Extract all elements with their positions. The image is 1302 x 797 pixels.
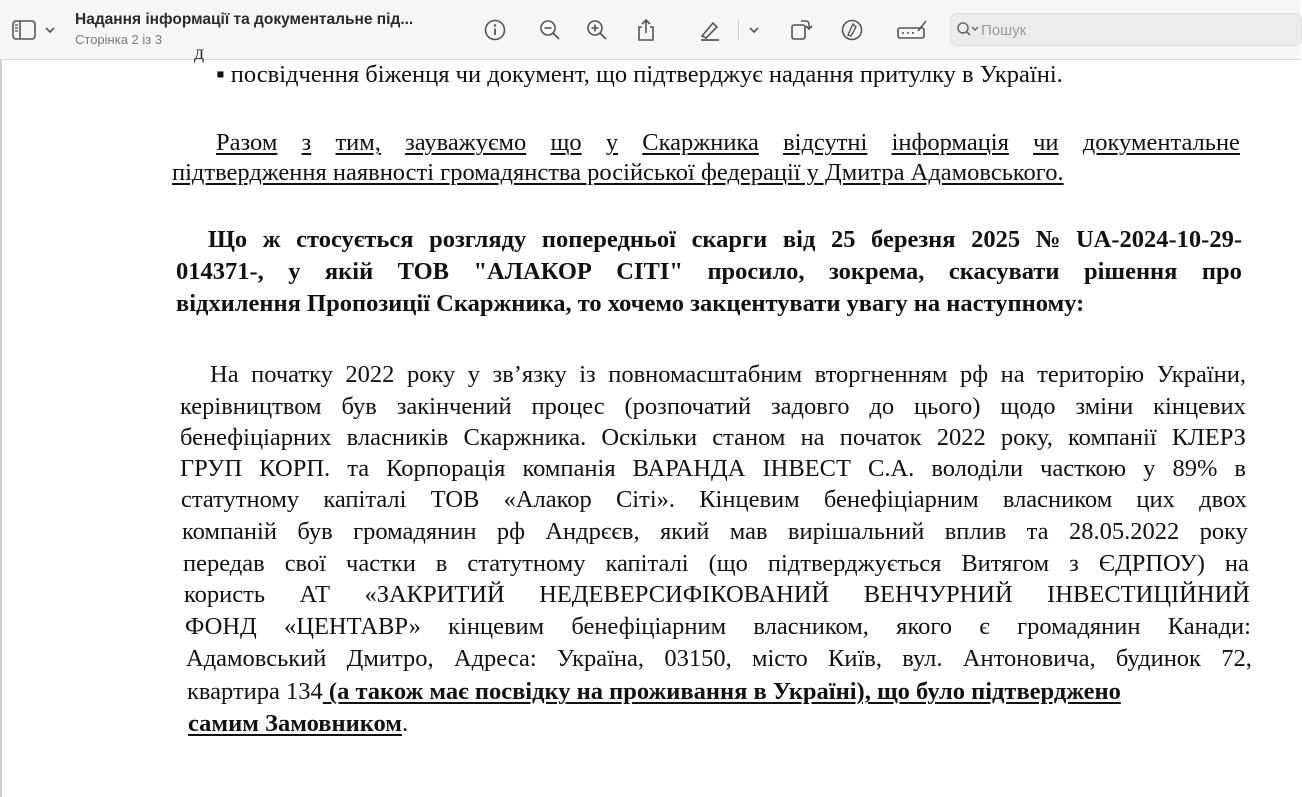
share-button[interactable] (630, 14, 662, 46)
form-fill-icon (896, 19, 928, 41)
body-line-9: ФОНД «ЦЕНТАВР» кінцевим бенефіціарним власником, якого є громадянин Канади: (185, 613, 1251, 640)
note-line-1: Разом з тим, зауважуємо що у Скаржника відсутні інформація чи документальне (216, 129, 1240, 156)
markup-icon (840, 18, 864, 42)
search-icon (956, 21, 980, 39)
search-box[interactable] (950, 13, 1302, 46)
body-line-6: компаній був громадянин рф Андрєєв, який мав вирішальний вплив та 28.05.2022 року (182, 518, 1248, 545)
heading-line-1: Що ж стосується розгляду попередньої скарги від 25 березня 2025 № UA-2024-10-29- (208, 226, 1242, 253)
zoom-in-icon (586, 19, 608, 41)
form-fill-button[interactable] (894, 14, 930, 46)
note-line-2: підтвердження наявності громадянства російської федерації у Дмитра Адамовського. (172, 159, 1064, 186)
body-line-10: Адамовський Дмитро, Адреса: Україна, 03150, місто Київ, вул. Антоновича, будинок 72, (186, 645, 1252, 672)
info-icon (484, 19, 506, 41)
heading-line-3: відхилення Пропозиції Скаржника, то хочемо закцентувати увагу на наступному: (176, 290, 1085, 317)
highlighter-icon (698, 18, 722, 42)
body-line-12 (188, 709, 408, 739)
body-line-4: ГРУП КОРП. та Корпорація компанія ВАРАНДА ІНВЕСТ С.А. володіли часткою у 89% в (180, 455, 1246, 482)
body-line-3: бенефіціарних власників Скаржника. Оскільки станом на початок 2022 року, компанії КЛЕРЗ (180, 424, 1246, 451)
body-line-1: На початку 2022 року у зв’язку із повномасштабним вторгненням рф на територію України, (210, 361, 1246, 388)
search-input[interactable] (981, 20, 1281, 40)
rotate-icon (789, 18, 813, 42)
page-indicator: Сторінка 2 із 3 (75, 32, 163, 47)
document-viewer[interactable] (0, 42, 1300, 797)
zoom-out-icon (539, 19, 561, 41)
chevron-down-icon (44, 25, 56, 35)
heading-line-2: 014371-, у якій ТОВ "АЛАКОР СІТІ" просило, зокрема, скасувати рішення про (176, 258, 1242, 285)
highlight-options-button[interactable] (738, 14, 770, 46)
body-line-8: користь АТ «ЗАКРИТИЙ НЕДЕВЕРСИФІКОВАНИЙ ВЕНЧУРНИЙ ІНВЕСТИЦІЙНИЙ (184, 581, 1250, 608)
body-line-5: статутному капіталі ТОВ «Алакор Сіті». Кінцевим бенефіціарним власником цих двох (181, 486, 1247, 513)
body-line-12-bold: самим Замовником (188, 710, 402, 737)
zoom-in-button[interactable] (581, 14, 613, 46)
chevron-down-icon (748, 25, 760, 35)
sidebar-toggle-button[interactable] (8, 14, 60, 46)
rotate-button[interactable] (785, 14, 817, 46)
body-line-11-bold: (а також має посвідку на проживання в Україні), що було підтверджено (322, 678, 1121, 705)
zoom-out-button[interactable] (534, 14, 566, 46)
bullet-line: ▪ посвідчення біженця чи документ, що підтверджує надання притулку в Україні. (216, 61, 1063, 88)
body-line-11-plain: квартира 134 (187, 678, 323, 705)
sidebar-icon (12, 20, 38, 40)
body-line-2: керівництвом був закінчений процес (розпочатий задовго до цього) щодо зміни кінцевих (180, 393, 1246, 420)
info-button[interactable] (479, 14, 511, 46)
body-line-12-end: . (401, 710, 409, 737)
body-line-11 (187, 677, 1121, 707)
highlight-button[interactable] (694, 14, 726, 46)
share-icon (636, 18, 656, 42)
body-line-7: передав свої частки в статутному капіталі (що підтверджується Витягом з ЄДРПОУ) на (183, 550, 1249, 577)
cut-off-text: д (194, 42, 205, 64)
document-page (0, 42, 1300, 797)
document-title: Надання інформації та документальне під... (75, 11, 414, 28)
markup-button[interactable] (836, 14, 868, 46)
